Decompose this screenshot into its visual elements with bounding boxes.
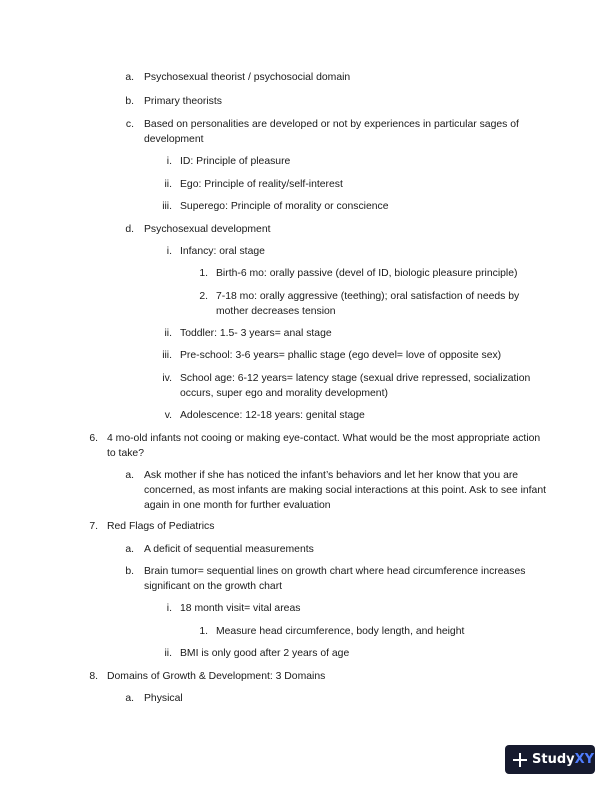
list-item-text: Adolescence: 12-18 years: genital stage bbox=[180, 410, 365, 421]
list-marker: a. bbox=[125, 72, 134, 83]
list-item-text: Infancy: oral stage bbox=[180, 246, 265, 257]
list-item-text: Birth-6 mo: orally passive (devel of ID, biologic pleasure principle) bbox=[216, 268, 518, 279]
list-marker: d. bbox=[125, 224, 134, 235]
list-marker: a. bbox=[125, 693, 134, 704]
list-item-text: 7-18 mo: orally aggressive (teething); oral satisfaction of needs by bbox=[216, 291, 520, 302]
list-marker: a. bbox=[125, 544, 134, 555]
list-marker: 6. bbox=[89, 433, 98, 444]
list-item-text: Brain tumor= sequential lines on growth chart where head circumference increases bbox=[144, 566, 526, 577]
plus-icon bbox=[513, 753, 527, 767]
list-item-text: Ego: Principle of reality/self-interest bbox=[180, 179, 343, 190]
list-marker: v. bbox=[164, 410, 172, 421]
list-item-text: School age: 6-12 years= latency stage (sexual drive repressed, socialization bbox=[180, 373, 531, 384]
list-marker: iv. bbox=[162, 373, 172, 384]
list-item-continuation: concerned, as most infants are making social interactions at this point. Ask to see infant bbox=[144, 485, 546, 496]
list-item-text: Measure head circumference, body length, and height bbox=[216, 626, 465, 637]
list-item-text: BMI is only good after 2 years of age bbox=[180, 648, 350, 659]
list-marker: ii. bbox=[164, 179, 172, 190]
list-item-text: Pre-school: 3-6 years= phallic stage (ego devel= love of opposite sex) bbox=[180, 350, 502, 361]
list-marker: iii. bbox=[162, 201, 172, 212]
list-marker: ii. bbox=[164, 328, 172, 339]
list-item-text: Physical bbox=[144, 693, 183, 704]
list-marker: i. bbox=[166, 603, 172, 614]
list-marker: i. bbox=[166, 246, 172, 257]
list-marker: b. bbox=[125, 566, 134, 577]
list-item-continuation: significant on the growth chart bbox=[144, 581, 283, 592]
list-item-text: Toddler: 1.5- 3 years= anal stage bbox=[180, 328, 332, 339]
list-item-text: Ask mother if she has noticed the infant’s behaviors and let her know that you are bbox=[144, 470, 519, 481]
list-marker: 2. bbox=[199, 291, 208, 302]
list-marker: 1. bbox=[199, 268, 208, 279]
list-item-continuation: again in one month for further evaluation bbox=[144, 500, 331, 511]
list-item-continuation: to take? bbox=[107, 448, 144, 459]
list-marker: 7. bbox=[89, 521, 98, 532]
list-marker: 1. bbox=[199, 626, 208, 637]
list-marker: b. bbox=[125, 96, 134, 107]
list-item-text: Superego: Principle of morality or conscience bbox=[180, 201, 389, 212]
list-item-text: 18 month visit= vital areas bbox=[180, 603, 301, 614]
list-marker: c. bbox=[125, 119, 134, 130]
list-item-text: A deficit of sequential measurements bbox=[144, 544, 314, 555]
list-marker: 8. bbox=[89, 671, 98, 682]
list-item-continuation: occurs, super ego and morality development) bbox=[180, 388, 388, 399]
list-marker: ii. bbox=[164, 648, 172, 659]
list-item-continuation: mother decreases tension bbox=[216, 306, 336, 317]
list-item-text: Psychosexual theorist / psychosocial domain bbox=[144, 72, 351, 83]
list-item-continuation: development bbox=[144, 134, 204, 145]
list-marker: iii. bbox=[162, 350, 172, 361]
watermark-brand: StudyXY bbox=[532, 752, 595, 767]
list-item-text: Red Flags of Pediatrics bbox=[107, 521, 215, 532]
list-item-text: Psychosexual development bbox=[144, 224, 271, 235]
list-marker: a. bbox=[125, 470, 134, 481]
list-item-text: Domains of Growth & Development: 3 Domains bbox=[107, 671, 326, 682]
list-marker: i. bbox=[166, 156, 172, 167]
list-item-text: ID: Principle of pleasure bbox=[180, 156, 291, 167]
studyxy-watermark[interactable] bbox=[505, 745, 595, 774]
list-item-text: Based on personalities are developed or not by experiences in particular sages of bbox=[144, 119, 519, 130]
list-item-text: Primary theorists bbox=[144, 96, 222, 107]
list-item-text: 4 mo-old infants not cooing or making eye-contact. What would be the most appropriate action bbox=[107, 433, 541, 444]
